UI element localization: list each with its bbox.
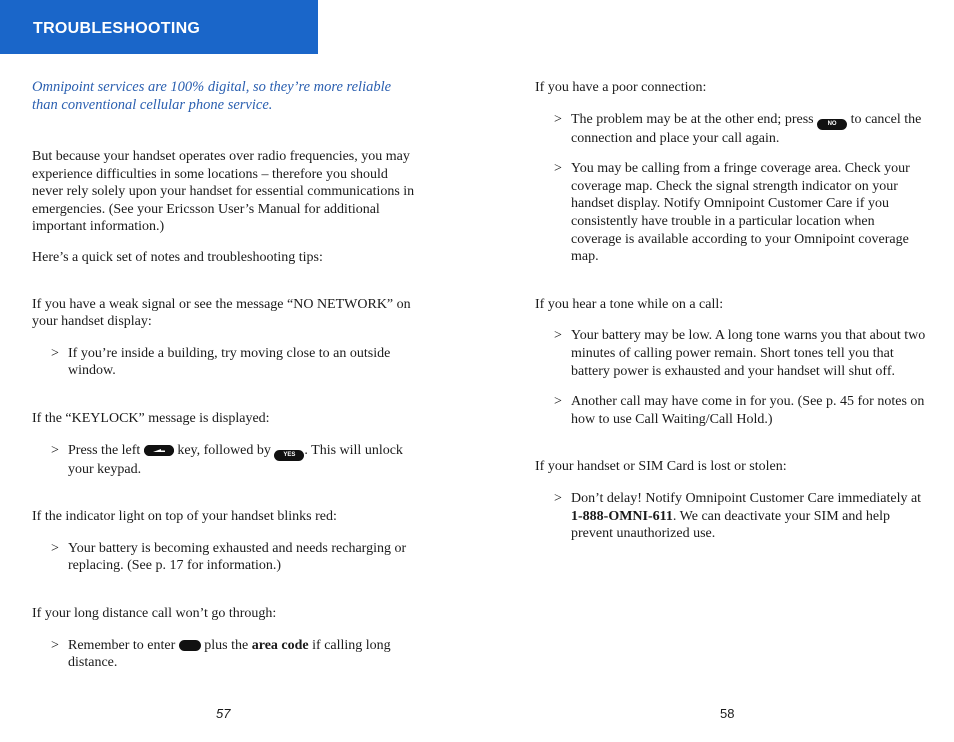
bullet-marker: >: [51, 637, 59, 653]
page-number-right: 58: [720, 706, 735, 721]
tip-text: key, followed by: [177, 442, 271, 458]
tip-item: [32, 442, 417, 479]
body-paragraph: Here’s a quick set of notes and troubleshooting tips:: [32, 249, 323, 265]
bullet-marker: >: [51, 345, 59, 361]
left-page-column: [32, 78, 417, 685]
tip-item: [32, 345, 417, 380]
tip-text: Another call may have come in for you. (See p. 45 for notes on how to use Call Waiting/Call Hold.): [571, 394, 925, 427]
tip-text: plus the: [204, 637, 249, 653]
tip-text: . We can deactivate your SIM and help prevent unauthorized use.: [571, 508, 890, 542]
tip-emphasis: area code: [251, 637, 309, 653]
section-heading: If you have a poor connection:: [535, 80, 707, 95]
no-key-icon: [817, 119, 847, 130]
tip-text: . This will unlock your keypad.: [68, 442, 403, 477]
bullet-marker: >: [554, 394, 562, 410]
yes-key-label: YES: [283, 451, 296, 458]
bullet-marker: >: [554, 111, 562, 127]
plus-key-icon: [179, 640, 201, 651]
bullet-marker: >: [554, 328, 562, 344]
section-heading: If your handset or SIM Card is lost or stolen:: [535, 459, 787, 475]
section-heading: If you hear a tone while on a call:: [535, 296, 724, 312]
section-heading: If the indicator light on top of your handset blinks red:: [32, 509, 337, 525]
page-number-left: 57: [216, 706, 231, 721]
section-heading: If the “KEYLOCK” message is displayed:: [32, 410, 270, 426]
intro-text: Omnipoint services are 100% digital, so they’re more reliable than conventional cellular phone service.: [32, 79, 392, 113]
section-heading: If your long distance call won’t go through:: [32, 605, 277, 621]
bullet-marker: >: [554, 161, 562, 177]
bullet-marker: >: [51, 442, 59, 458]
no-key-label: NO: [827, 120, 837, 127]
tip-item: [535, 111, 927, 148]
body-paragraph: But because your handset operates over radio frequencies, you may experience difficulties in some locations – therefore you should never rely solely upon your handset for essential communications in emergencies. (See your Ericsson User’s Manual for additional important information.): [32, 149, 415, 235]
tip-text: if calling long distance.: [68, 637, 391, 671]
tip-text: Press the left: [68, 442, 141, 458]
right-page-column: [535, 79, 927, 556]
tip-item: [535, 393, 927, 428]
left-softkey-icon: [144, 445, 174, 456]
section-heading: If you have a weak signal or see the message “NO NETWORK” on your handset display:: [32, 296, 411, 330]
bullet-marker: >: [51, 540, 59, 556]
phone-number: 1-888-OMNI-611: [571, 508, 673, 524]
tip-item: [535, 490, 927, 543]
tip-text: The problem may be at the other end; press: [571, 111, 814, 127]
tip-text: Your battery is becoming exhausted and needs recharging or replacing. (See p. 17 for information.): [68, 540, 407, 574]
yes-key-icon: [274, 450, 304, 461]
tip-text: If you’re inside a building, try moving close to an outside window.: [68, 345, 391, 379]
section-title: TROUBLESHOOTING: [33, 20, 201, 37]
tip-item: [32, 540, 417, 575]
tip-item: [32, 637, 417, 672]
tip-text: Remember to enter: [68, 637, 176, 653]
tip-text: Don’t delay! Notify Omnipoint Customer Care immediately at: [571, 490, 922, 506]
bullet-marker: >: [554, 490, 562, 506]
tip-text: Your battery may be low. A long tone warns you that about two minutes of calling power remain. Short tones tell you that battery power is exhausted and your handset will shut off.: [571, 328, 926, 379]
tip-item: [535, 327, 927, 380]
tip-text: You may be calling from a fringe coverage area. Check your coverage map. Check the signal strength indicator on your handset display. Notify Omnipoint Customer Care if you consistently have trouble in a particular location when coverage is available according to your Omnipoint coverage map.: [571, 161, 910, 265]
tip-text: to cancel the connection and place your call again.: [571, 111, 922, 146]
section-header-bar: [0, 0, 318, 54]
tip-item: [535, 160, 927, 266]
